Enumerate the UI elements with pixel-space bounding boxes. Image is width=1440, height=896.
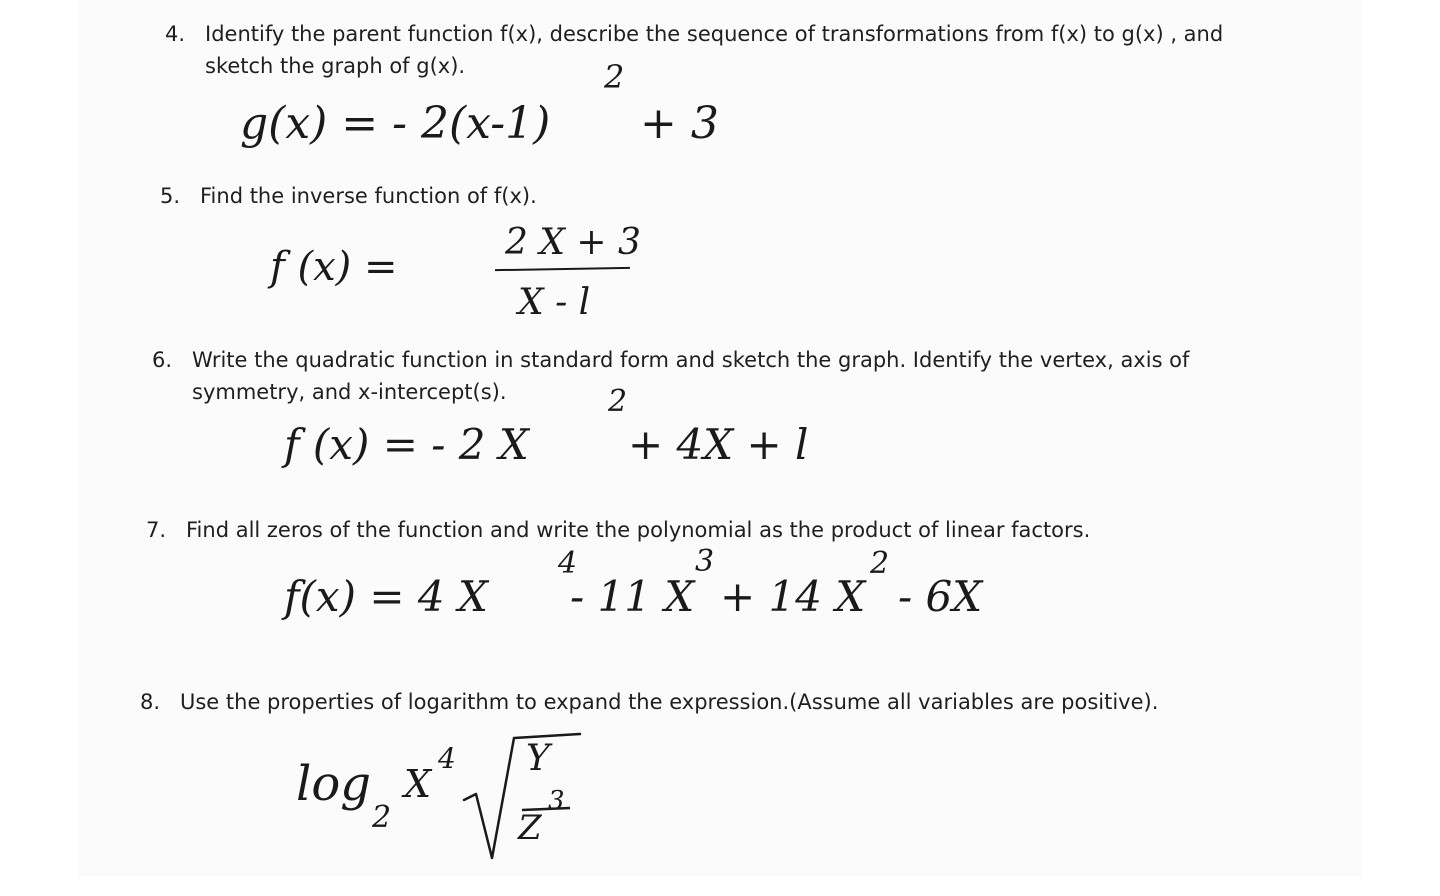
expression-part: + 14 X <box>720 572 866 621</box>
exponent: 4 <box>558 546 578 581</box>
expression-part: + 4X + l <box>628 420 809 469</box>
log-base: 2 <box>372 800 392 835</box>
expression-part: f(x) = 4 X <box>284 572 488 621</box>
question-text: Use the properties of logarithm to expand the expression.(Assume all variables are positive). <box>180 690 1159 714</box>
fraction-denominator: X - l <box>518 282 591 323</box>
handwritten-expression <box>240 98 550 149</box>
fraction-numerator: 2 X + 3 <box>505 222 641 263</box>
question-4 <box>165 18 1223 82</box>
log-word: log <box>296 756 371 812</box>
question-8 <box>140 686 1158 718</box>
exponent: 4 <box>438 742 456 775</box>
log-variable: X <box>404 762 432 806</box>
question-number: 5. <box>160 184 181 208</box>
question-text: Find all zeros of the function and write the polynomial as the product of linear factors. <box>186 518 1091 542</box>
expression-part: g(x) = - 2(x-1) <box>240 98 551 149</box>
expression-part: - 11 X <box>570 572 695 621</box>
exponent: 3 <box>548 786 565 816</box>
question-number: 7. <box>146 518 167 542</box>
question-number: 4. <box>165 22 186 46</box>
question-text: Write the quadratic function in standard form and sketch the graph. Identify the vertex, axis of <box>192 348 1190 372</box>
question-5 <box>160 180 537 212</box>
question-6 <box>152 344 1189 408</box>
question-text: Identify the parent function f(x), describe the sequence of transformations from f(x) to g(x) , and <box>205 22 1224 46</box>
question-text-continued: sketch the graph of g(x). <box>205 54 466 78</box>
exponent: 2 <box>608 384 628 419</box>
expression-tail: + 3 <box>640 98 719 149</box>
question-text: Find the inverse function of f(x). <box>200 184 537 208</box>
radicand-denominator: Z <box>518 808 542 848</box>
question-number: 8. <box>140 690 161 714</box>
radicand-numerator: Y <box>526 738 550 779</box>
function-lhs: f (x) = <box>270 244 398 290</box>
question-7 <box>146 514 1090 546</box>
exponent: 2 <box>870 546 890 581</box>
expression-part: f (x) = - 2 X <box>284 420 529 469</box>
exponent: 2 <box>604 58 625 96</box>
expression-part: - 6X <box>898 572 983 621</box>
question-text-continued: symmetry, and x-intercept(s). <box>192 380 507 404</box>
exponent: 3 <box>695 544 715 579</box>
question-number: 6. <box>152 348 173 372</box>
